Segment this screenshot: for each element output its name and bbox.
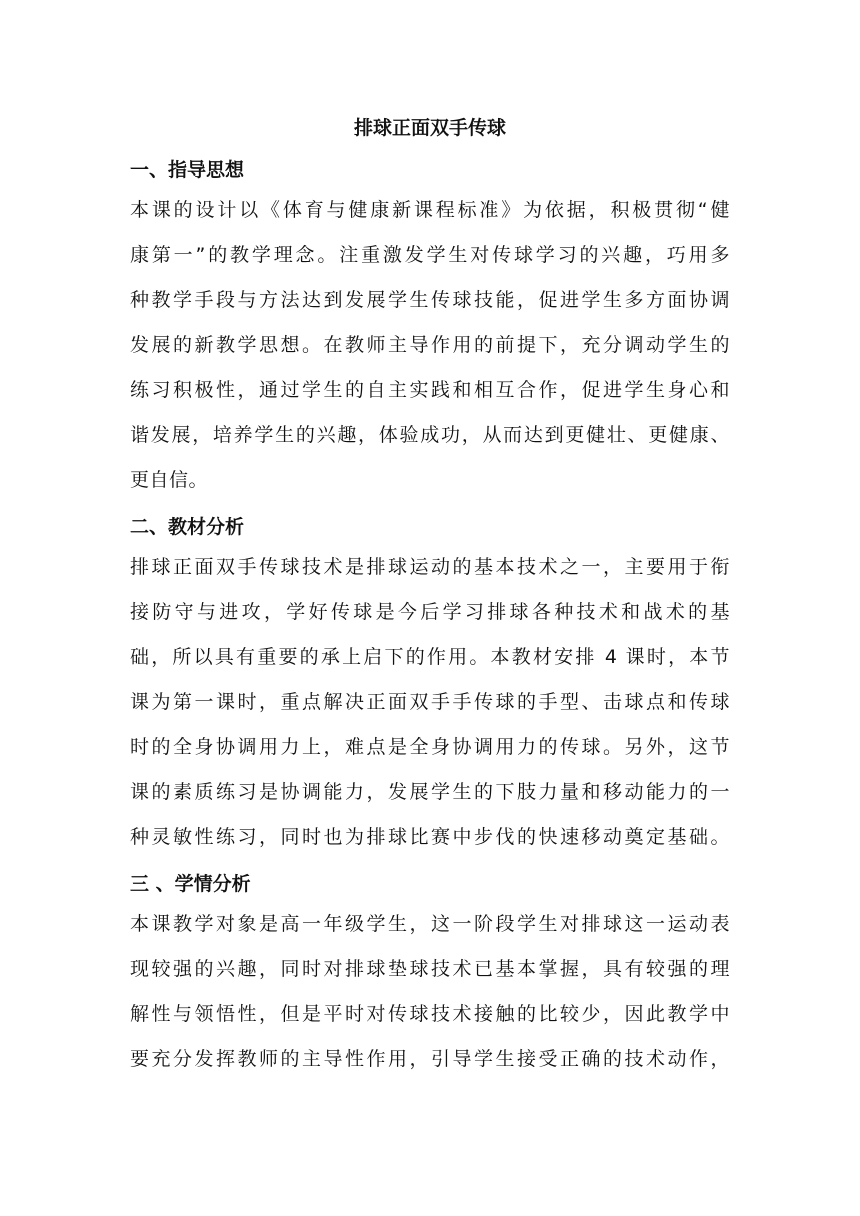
document-page (130, 110, 730, 1082)
paragraph-line: 本课的设计以《体育与健康新课程标准》为依据，积极贯彻“健 (130, 199, 730, 221)
section-paragraph (130, 545, 730, 860)
section-paragraph (130, 188, 730, 503)
paragraph-line: 要充分发挥教师的主导性作用，引导学生接受正确的技术动作， (130, 1048, 730, 1070)
paragraph-line: 种教学手段与方法达到发展学生传球技能，促进学生多方面协调 (130, 289, 730, 311)
paragraph-line: 谐发展，培养学生的兴趣，体验成功，从而达到更健壮、更健康、 (130, 424, 730, 446)
paragraph-line: 课为第一课时，重点解决正面双手手传球的手型、击球点和传球 (130, 691, 730, 713)
paragraph-line: 种灵敏性练习，同时也为排球比赛中步伐的快速移动奠定基础。 (130, 826, 730, 848)
paragraph-line: 接防守与进攻，学好传球是今后学习排球各种技术和战术的基 (130, 601, 730, 623)
paragraph-line: 课的素质练习是协调能力，发展学生的下肢力量和移动能力的一 (130, 781, 730, 803)
paragraph-line: 现较强的兴趣，同时对排球垫球技术已基本掌握，具有较强的理 (130, 958, 730, 980)
paragraph-line: 础，所以具有重要的承上启下的作用。本教材安排 4 课时，本节 (130, 646, 730, 668)
section-guiding-ideology (130, 152, 730, 503)
section-heading: 二、教材分析 (130, 516, 245, 538)
paragraph-line: 时的全身协调用力上，难点是全身协调用力的传球。另外，这节 (130, 736, 730, 758)
section-heading: 三 、学情分析 (130, 873, 251, 895)
section-paragraph (130, 902, 730, 1082)
paragraph-line: 本课教学对象是高一年级学生，这一阶段学生对排球这一运动表 (130, 913, 730, 935)
paragraph-line: 康第一”的教学理念。注重激发学生对传球学习的兴趣，巧用多 (130, 244, 730, 266)
section-material-analysis (130, 509, 730, 860)
paragraph-line: 练习积极性，通过学生的自主实践和相互合作，促进学生身心和 (130, 379, 730, 401)
document-title: 排球正面双手传球 (353, 117, 506, 139)
paragraph-line: 排球正面双手传球技术是排球运动的基本技术之一，主要用于衔 (130, 556, 730, 578)
section-heading: 一、指导思想 (130, 159, 245, 181)
paragraph-line: 更自信。 (130, 469, 209, 491)
paragraph-line: 解性与领悟性，但是平时对传球技术接触的比较少，因此教学中 (130, 1003, 730, 1025)
section-student-analysis (130, 866, 730, 1082)
paragraph-line: 发展的新教学思想。在教师主导作用的前提下，充分调动学生的 (130, 334, 730, 356)
